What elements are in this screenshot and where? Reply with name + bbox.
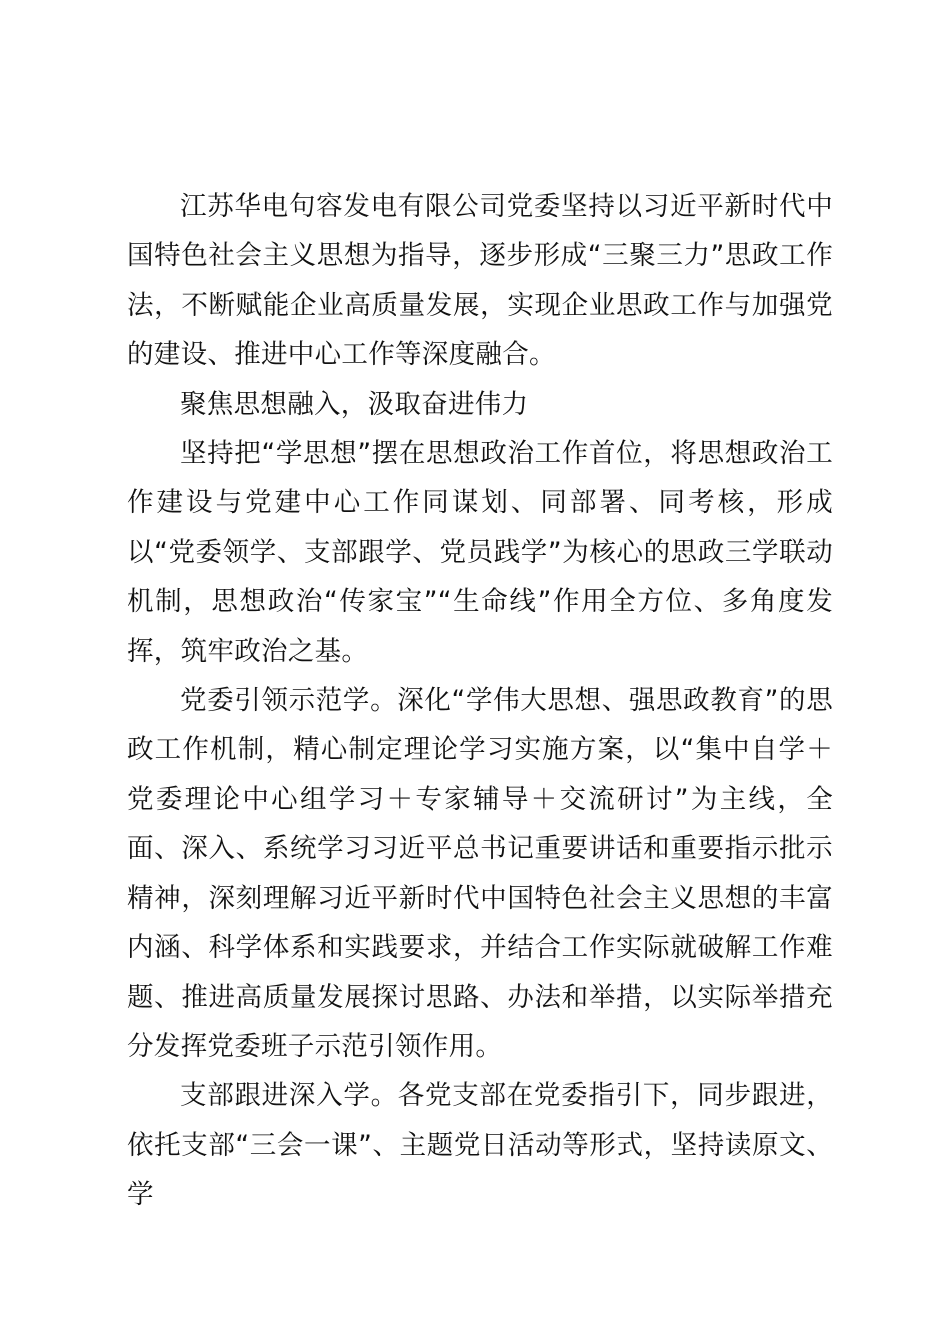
section-heading: 聚焦思想融入，汲取奋进伟力 [180, 388, 529, 420]
body-paragraph: 支部跟进深入学。各党支部在党委指引下，同步跟进，依托支部“三会一课”、主题党日活动等形式，坚持读原文、学 [127, 1080, 833, 1211]
body-paragraph: 党委引领示范学。深化“学伟大思想、强思政教育”的思政工作机制，精心制定理论学习实施方案，以“集中自学＋党委理论中心组学习＋专家辅导＋交流研讨”为主线，全面、深入、系统学习习近平总书记重要讲话和重要指示批示精神，深刻理解习近平新时代中国特色社会主义思想的丰富内涵、科学体系和实践要求，并结合工作实际就破解工作难题、推进高质量发展探讨思路、办法和举措，以实际举措充分发挥党委班子示范引领作用。 [127, 685, 833, 1062]
intro-paragraph: 江苏华电句容发电有限公司党委坚持以习近平新时代中国特色社会主义思想为指导，逐步形成“三聚三力”思政工作法，不断赋能企业高质量发展，实现企业思政工作与加强党的建设、推进中心工作等深度融合。 [127, 191, 833, 371]
document-body [127, 182, 833, 1220]
body-paragraph: 坚持把“学思想”摆在思想政治工作首位，将思想政治工作建设与党建中心工作同谋划、同部署、同考核，形成以“党委领学、支部跟学、党员践学”为核心的思政三学联动机制，思想政治“传家宝”“生命线”作用全方位、多角度发挥，筑牢政治之基。 [127, 438, 833, 667]
